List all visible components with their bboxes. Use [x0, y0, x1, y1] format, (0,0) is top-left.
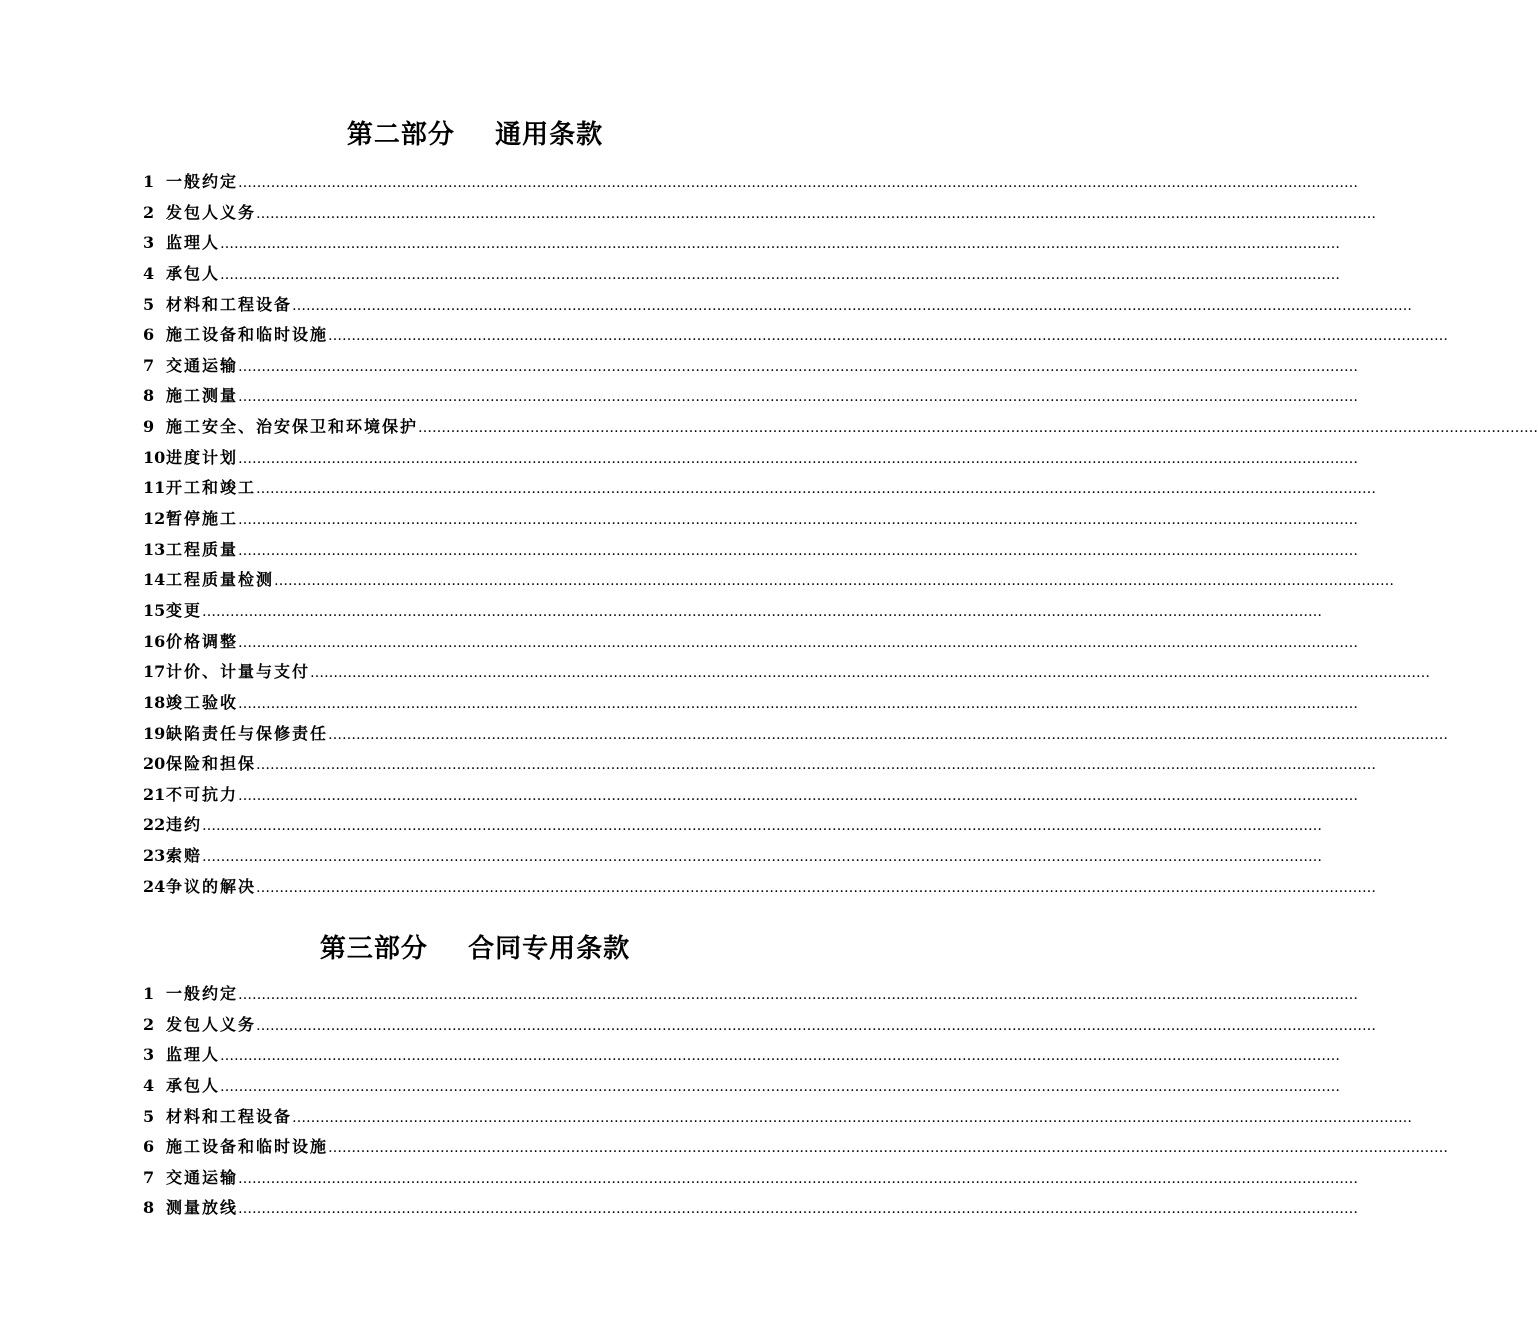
toc-entry-number: 17	[143, 662, 166, 682]
toc-entry-number: 2	[143, 1014, 155, 1034]
toc-entry-number: 3	[143, 233, 155, 253]
toc-entry-title: 施工安全、治安保卫和环境保护	[166, 417, 419, 437]
toc-entry-title: 不可抗力	[166, 784, 239, 804]
toc-entry-title: 违约	[166, 815, 203, 835]
toc-dot-leader: ……………………………………………………………………………………………………………………………………………………………………………………………………………………	[202, 603, 1323, 620]
toc-entry-title: 承包人	[166, 1075, 221, 1095]
toc-dot-leader: ……………………………………………………………………………………………………………………………………………………………………………………………………………………	[238, 450, 1359, 467]
toc-entry-number: 16	[143, 631, 166, 651]
toc-dot-leader: ……………………………………………………………………………………………………………………………………………………………………………………………………………………	[238, 389, 1359, 406]
toc-entry-title: 计价、计量与支付	[166, 662, 311, 682]
toc-entry[interactable]	[143, 351, 1359, 382]
toc-entry-title: 暂停施工	[166, 509, 239, 529]
toc-dot-leader: ……………………………………………………………………………………………………………………………………………………………………………………………………………………	[238, 358, 1359, 375]
toc-entry-title: 承包人	[166, 263, 221, 283]
toc-entry-number: 4	[143, 1075, 155, 1095]
toc-entry-number: 7	[143, 1167, 155, 1187]
toc-dot-leader: ……………………………………………………………………………………………………………………………………………………………………………………………………………………	[292, 297, 1413, 314]
toc-entry[interactable]	[143, 1102, 1413, 1133]
toc-entry-title: 一般约定	[166, 172, 239, 191]
toc-entry[interactable]	[143, 810, 1323, 841]
toc-dot-leader: ……………………………………………………………………………………………………………………………………………………………………………………………………………………	[238, 1201, 1359, 1218]
toc-dot-leader: ……………………………………………………………………………………………………………………………………………………………………………………………………………………	[256, 757, 1377, 774]
toc-entry-title: 监理人	[166, 233, 221, 253]
toc-entry[interactable]	[143, 381, 1359, 412]
toc-entry-number: 5	[143, 294, 155, 314]
toc-entry-title: 开工和竣工	[166, 478, 257, 498]
toc-entry[interactable]	[143, 1132, 1449, 1163]
toc-entry[interactable]	[143, 1163, 1359, 1194]
toc-entry[interactable]	[143, 749, 1377, 780]
toc-dot-leader: ……………………………………………………………………………………………………………………………………………………………………………………………………………………	[418, 420, 1538, 437]
toc-entry-title: 一般约定	[166, 984, 239, 1003]
toc-entry[interactable]	[143, 259, 1341, 290]
toc-list-part3	[143, 979, 1449, 1224]
toc-entry[interactable]	[143, 504, 1359, 535]
toc-entry-title: 交通运输	[166, 1167, 239, 1187]
toc-entry-number: 6	[143, 325, 155, 345]
toc-entry[interactable]	[143, 228, 1341, 259]
toc-dot-leader: ……………………………………………………………………………………………………………………………………………………………………………………………………………………	[292, 1109, 1413, 1126]
toc-entry-number: 7	[143, 355, 155, 375]
toc-entry[interactable]	[143, 412, 1538, 443]
toc-entry-number: 6	[143, 1137, 155, 1157]
toc-dot-leader: ……………………………………………………………………………………………………………………………………………………………………………………………………………………	[238, 175, 1359, 191]
toc-entry[interactable]	[143, 841, 1323, 872]
toc-entry[interactable]	[143, 979, 1359, 1010]
toc-entry-title: 交通运输	[166, 355, 239, 375]
toc-entry-title: 施工设备和临时设施	[166, 325, 329, 345]
toc-list-part2	[143, 167, 1538, 902]
toc-entry[interactable]	[143, 535, 1359, 566]
toc-entry[interactable]	[143, 719, 1449, 750]
toc-entry-title: 变更	[166, 600, 203, 620]
toc-dot-leader: ……………………………………………………………………………………………………………………………………………………………………………………………………………………	[256, 879, 1377, 896]
toc-entry-number: 5	[143, 1106, 155, 1126]
toc-entry[interactable]	[143, 198, 1377, 229]
toc-dot-leader: ……………………………………………………………………………………………………………………………………………………………………………………………………………………	[328, 1140, 1449, 1157]
toc-entry-number: 3	[143, 1045, 155, 1065]
toc-dot-leader: ……………………………………………………………………………………………………………………………………………………………………………………………………………………	[310, 665, 1431, 682]
toc-entry-title: 测量放线	[166, 1198, 239, 1218]
toc-dot-leader: ……………………………………………………………………………………………………………………………………………………………………………………………………………………	[238, 512, 1359, 529]
toc-entry-title: 保险和担保	[166, 754, 257, 774]
toc-entry-title: 发包人义务	[166, 1014, 257, 1034]
toc-entry-number: 4	[143, 263, 155, 283]
toc-entry-title: 竣工验收	[166, 692, 239, 712]
toc-entry-number: 1	[143, 984, 155, 1003]
toc-entry[interactable]	[143, 167, 1359, 198]
toc-entry-title: 进度计划	[166, 447, 239, 467]
toc-entry-number: 22	[143, 815, 166, 835]
toc-entry-title: 监理人	[166, 1045, 221, 1065]
toc-entry-number: 20	[143, 754, 166, 774]
toc-entry[interactable]	[143, 1071, 1341, 1102]
section-title-part2: 第二部分 通用条款	[346, 120, 604, 150]
toc-dot-leader: ……………………………………………………………………………………………………………………………………………………………………………………………………………………	[220, 1078, 1341, 1095]
toc-entry-title: 索赔	[166, 846, 203, 866]
toc-entry-number: 14	[143, 570, 166, 590]
toc-entry-number: 24	[143, 876, 166, 896]
toc-entry-number: 9	[143, 417, 155, 437]
toc-entry-number: 15	[143, 600, 166, 620]
toc-entry[interactable]	[143, 473, 1377, 504]
toc-dot-leader: ……………………………………………………………………………………………………………………………………………………………………………………………………………………	[256, 205, 1377, 222]
toc-dot-leader: ……………………………………………………………………………………………………………………………………………………………………………………………………………………	[328, 726, 1449, 743]
toc-dot-leader: ……………………………………………………………………………………………………………………………………………………………………………………………………………………	[238, 634, 1359, 651]
toc-entry[interactable]	[143, 657, 1431, 688]
toc-dot-leader: ……………………………………………………………………………………………………………………………………………………………………………………………………………………	[238, 787, 1359, 804]
toc-entry[interactable]	[143, 1010, 1377, 1041]
toc-dot-leader: ……………………………………………………………………………………………………………………………………………………………………………………………………………………	[238, 987, 1359, 1003]
toc-entry-number: 18	[143, 692, 166, 712]
toc-entry[interactable]	[143, 872, 1377, 903]
toc-entry[interactable]	[143, 565, 1395, 596]
toc-entry-number: 19	[143, 723, 166, 743]
toc-entry[interactable]	[143, 688, 1359, 719]
toc-dot-leader: ……………………………………………………………………………………………………………………………………………………………………………………………………………………	[238, 695, 1359, 712]
toc-entry-title: 工程质量检测	[166, 570, 275, 590]
toc-entry-number: 23	[143, 846, 166, 866]
toc-entry[interactable]	[143, 1040, 1341, 1071]
toc-entry-title: 工程质量	[166, 539, 239, 559]
toc-entry-title: 争议的解决	[166, 876, 257, 896]
toc-dot-leader: ……………………………………………………………………………………………………………………………………………………………………………………………………………………	[202, 818, 1323, 835]
toc-entry-title: 发包人义务	[166, 202, 257, 222]
toc-entry[interactable]	[143, 443, 1359, 474]
toc-entry-title: 缺陷责任与保修责任	[166, 723, 329, 743]
toc-entry-number: 11	[143, 478, 166, 498]
toc-entry-number: 8	[143, 1198, 155, 1218]
toc-entry[interactable]	[143, 627, 1359, 658]
toc-entry-title: 施工设备和临时设施	[166, 1137, 329, 1157]
toc-entry-title: 价格调整	[166, 631, 239, 651]
toc-dot-leader: ……………………………………………………………………………………………………………………………………………………………………………………………………………………	[220, 236, 1341, 253]
toc-dot-leader: ……………………………………………………………………………………………………………………………………………………………………………………………………………………	[256, 1017, 1377, 1034]
toc-dot-leader: ……………………………………………………………………………………………………………………………………………………………………………………………………………………	[238, 542, 1359, 559]
toc-entry-number: 1	[143, 172, 155, 191]
toc-dot-leader: ……………………………………………………………………………………………………………………………………………………………………………………………………………………	[274, 573, 1395, 590]
toc-dot-leader: ……………………………………………………………………………………………………………………………………………………………………………………………………………………	[220, 1048, 1341, 1065]
toc-entry-number: 13	[143, 539, 166, 559]
toc-entry-number: 2	[143, 202, 155, 222]
toc-entry[interactable]	[143, 320, 1449, 351]
section-title-part3: 第三部分 合同专用条款	[319, 934, 631, 964]
toc-entry[interactable]	[143, 596, 1323, 627]
toc-entry-number: 12	[143, 509, 166, 529]
toc-entry[interactable]	[143, 780, 1359, 811]
toc-entry-title: 材料和工程设备	[166, 1106, 293, 1126]
toc-dot-leader: ……………………………………………………………………………………………………………………………………………………………………………………………………………………	[202, 849, 1323, 866]
toc-dot-leader: ……………………………………………………………………………………………………………………………………………………………………………………………………………………	[238, 1170, 1359, 1187]
toc-dot-leader: ……………………………………………………………………………………………………………………………………………………………………………………………………………………	[328, 328, 1449, 345]
toc-entry-number: 8	[143, 386, 155, 406]
toc-entry[interactable]	[143, 1193, 1359, 1224]
toc-dot-leader: ……………………………………………………………………………………………………………………………………………………………………………………………………………………	[256, 481, 1377, 498]
toc-entry-number: 10	[143, 447, 166, 467]
toc-entry-title: 施工测量	[166, 386, 239, 406]
toc-entry-title: 材料和工程设备	[166, 294, 293, 314]
toc-entry-number: 21	[143, 784, 166, 804]
toc-dot-leader: ……………………………………………………………………………………………………………………………………………………………………………………………………………………	[220, 266, 1341, 283]
toc-entry[interactable]	[143, 290, 1413, 321]
